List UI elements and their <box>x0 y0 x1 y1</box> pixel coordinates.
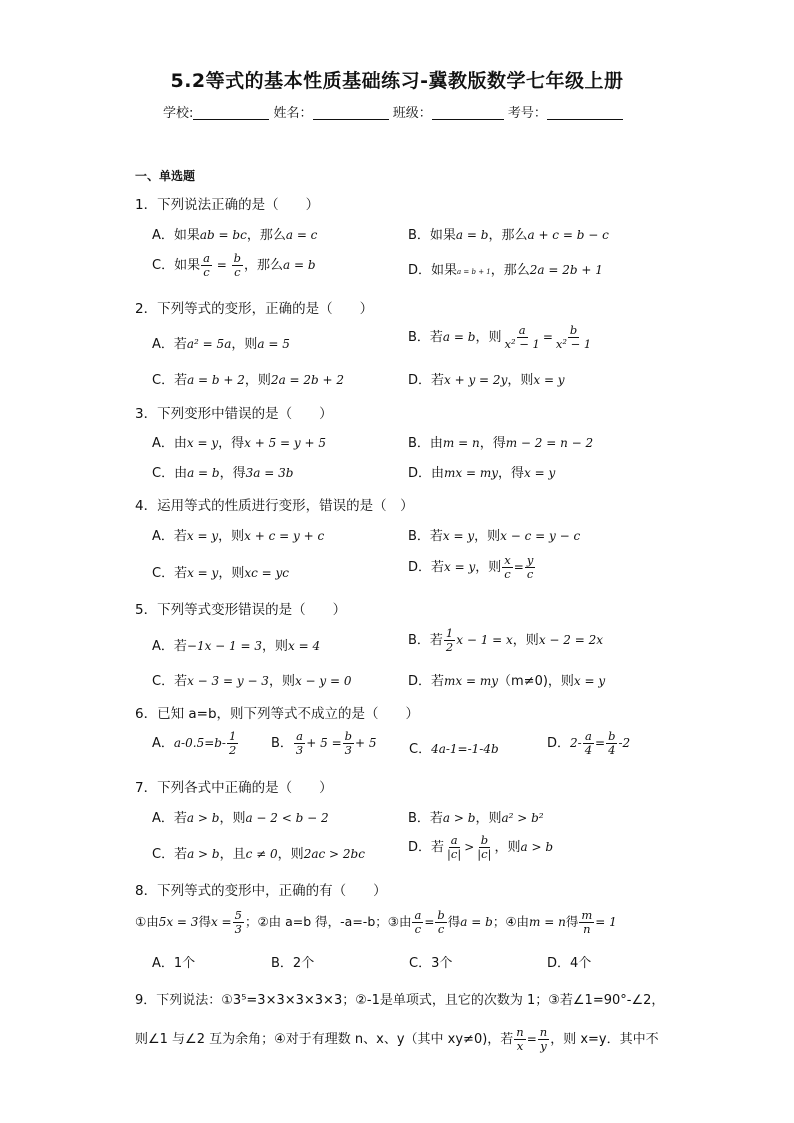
opt-text: C．若 <box>152 566 188 581</box>
denominator: 3 <box>234 922 242 936</box>
q3-option-d[interactable] <box>408 462 555 481</box>
opt-text: B．若 <box>408 633 443 648</box>
opt-text: ，那么 <box>490 263 530 278</box>
q7-option-d[interactable] <box>408 834 553 861</box>
fraction <box>233 909 244 936</box>
q8-statements <box>135 909 617 936</box>
q8-option-b[interactable]: B．2个 <box>271 956 315 971</box>
q1-option-b[interactable] <box>408 224 609 243</box>
numerator: b <box>569 323 578 337</box>
fraction <box>554 324 593 351</box>
fraction <box>583 730 594 757</box>
math: + 5 <box>355 736 377 750</box>
math: a > b <box>186 811 220 825</box>
numerator: a <box>414 908 422 922</box>
opt-text: B．若 <box>408 529 443 544</box>
numerator: 1 <box>229 729 237 743</box>
q8-option-c[interactable]: C．3个 <box>409 956 453 971</box>
q8-option-a[interactable]: A．1个 <box>152 956 196 971</box>
fraction <box>538 1026 549 1053</box>
q7-option-b[interactable] <box>408 807 544 826</box>
math: x = y <box>573 674 606 688</box>
opt-text: ，得 <box>218 436 245 451</box>
fraction <box>435 909 446 936</box>
fraction <box>514 1026 525 1053</box>
fraction <box>232 252 243 279</box>
opt-text: C．若 <box>152 373 188 388</box>
denominator: c <box>234 265 241 279</box>
exam-label: 考号： <box>507 106 547 121</box>
q3-option-a[interactable] <box>152 432 326 451</box>
opt-text: A．由 <box>152 436 187 451</box>
q7-option-c[interactable] <box>152 843 365 862</box>
fraction <box>201 252 212 279</box>
opt-text: ，则 <box>475 330 502 345</box>
denominator: 2 <box>445 640 454 654</box>
numerator: n <box>539 1025 548 1039</box>
class-blank[interactable] <box>432 105 504 120</box>
opt-text: （m≠0)，则 <box>498 674 574 689</box>
math: 2- <box>570 736 582 750</box>
q9-text: ，则 x=y．其中不 <box>550 1032 659 1047</box>
math: 2a = 2b + 2 <box>270 373 345 387</box>
question-1-stem: 1．下列说法正确的是（ ） <box>135 197 320 213</box>
opt-text: B．若 <box>408 330 443 345</box>
opt-text: ，则 <box>507 373 534 388</box>
opt-text: C． <box>409 742 432 757</box>
denominator: c <box>203 265 210 279</box>
fraction <box>502 324 541 351</box>
question-4-stem: 4．运用等式的性质进行变形，错误的是（ ） <box>135 498 414 514</box>
denominator: 4 <box>584 743 593 757</box>
numerator: a <box>203 251 210 265</box>
fraction <box>227 730 238 757</box>
opt-text: ，则 <box>475 811 502 826</box>
section-heading: 一、单选题 <box>135 169 196 183</box>
q1-option-c[interactable] <box>152 252 316 279</box>
denominator: x² − 1 <box>504 337 540 351</box>
question-8-stem: 8．下列等式的变形中，正确的有（ ） <box>135 883 387 899</box>
math: x − 3 = y − 3 <box>187 674 269 688</box>
math: = 1 <box>595 915 617 929</box>
q4-option-d[interactable] <box>408 554 536 581</box>
opt-text: A． <box>152 736 174 751</box>
fraction <box>525 554 536 581</box>
question-9-line-1: 9．下列说法：①3⁵=3×3×3×3×3；②-1是单项式，且它的次数为 1；③若∠1=90°-∠2， <box>135 993 665 1008</box>
opt-text: A．若 <box>152 639 187 654</box>
opt-text: C．由 <box>152 466 188 481</box>
q5-option-b[interactable] <box>408 627 603 654</box>
opt-text: A．若 <box>152 337 187 352</box>
opt-text: ，则 <box>475 560 502 575</box>
denominator: x <box>516 1039 524 1053</box>
q5-option-a[interactable] <box>152 635 320 654</box>
opt-text: ，得 <box>479 436 506 451</box>
opt-text: ，那么 <box>488 228 528 243</box>
opt-text: ，得 <box>219 466 246 481</box>
numerator: m <box>581 908 593 922</box>
opt-text: ，则 <box>277 847 304 862</box>
denominator: 4 <box>608 743 616 757</box>
denominator: y <box>540 1039 547 1053</box>
stmt-text: 得 <box>565 914 579 929</box>
denominator: |c| <box>447 847 462 861</box>
q1-option-a[interactable] <box>152 224 317 243</box>
math: = <box>526 1032 537 1046</box>
math: -2 <box>618 736 631 750</box>
math: = <box>595 736 606 750</box>
q2-option-d[interactable] <box>408 369 565 388</box>
math: a = b + 1 <box>457 268 491 276</box>
q6-option-d[interactable] <box>547 730 630 757</box>
question-2-stem: 2．下列等式的变形，正确的是（ ） <box>135 301 374 317</box>
denominator: c <box>526 567 534 581</box>
q2-option-a[interactable] <box>152 333 290 352</box>
numerator: b <box>344 729 352 743</box>
exam-blank[interactable] <box>547 105 623 120</box>
math: a = b <box>442 330 476 344</box>
math: 3a = 3b <box>245 466 294 480</box>
math: x = <box>210 915 232 929</box>
q6-option-b[interactable] <box>271 730 377 757</box>
opt-text: D． <box>547 736 571 751</box>
math: x = y <box>524 466 556 480</box>
fraction <box>294 730 305 757</box>
math: a + c = b − c <box>527 228 609 242</box>
math: x = y <box>444 560 476 574</box>
school-label: 学校: <box>163 106 194 121</box>
opt-text: D．如果 <box>408 263 458 278</box>
math: a² > b² <box>501 811 544 825</box>
numerator: n <box>516 1025 524 1039</box>
class-label: 班级： <box>392 106 432 121</box>
math: a > b <box>520 840 554 854</box>
question-3-stem: 3．下列变形中错误的是（ ） <box>135 406 333 422</box>
opt-text: D．若 <box>408 560 445 575</box>
q9-text: 则∠1 与∠2 互为余角；④对于有理数 n、x、y（其中 xy≠0)，若 <box>135 1032 514 1047</box>
numerator: b <box>480 833 489 847</box>
math: a = 5 <box>257 337 290 351</box>
q2-option-b[interactable] <box>408 324 594 351</box>
opt-text: ，则 <box>218 529 245 544</box>
numerator: a <box>584 729 592 743</box>
numerator: 1 <box>445 626 454 640</box>
math: c ≠ 0 <box>245 847 278 861</box>
opt-text: D．由 <box>408 466 445 481</box>
q8-option-d[interactable]: D．4个 <box>547 956 592 971</box>
math: > <box>464 840 475 854</box>
math: x + 5 = y + 5 <box>244 436 327 450</box>
opt-text: ，则 <box>512 633 539 648</box>
q5-option-d[interactable] <box>408 670 605 689</box>
fraction <box>606 730 617 757</box>
opt-text: B．如果 <box>408 228 456 243</box>
stmt-text: 得 <box>198 914 211 929</box>
q3-option-b[interactable] <box>408 432 593 451</box>
page-title: 5.2等式的基本性质基础练习-冀教版数学七年级上册 <box>170 70 624 92</box>
q5-option-c[interactable] <box>152 670 352 689</box>
question-9-line-2 <box>135 1026 659 1053</box>
math: = <box>513 560 524 574</box>
opt-text: D．若 <box>408 373 445 388</box>
opt-text: C．若 <box>152 674 188 689</box>
opt-text: ，则 <box>218 566 245 581</box>
math: a = c <box>285 228 318 242</box>
q4-option-a[interactable] <box>152 525 324 544</box>
stmt-text: ；②由 a=b 得，-a=-b；③由 <box>244 914 412 929</box>
q2-option-c[interactable] <box>152 369 344 388</box>
opt-text: C．若 <box>152 847 188 862</box>
numerator: a <box>518 323 526 337</box>
math: ab = bc <box>199 228 247 242</box>
fraction <box>444 627 455 654</box>
name-label: 姓名： <box>273 106 313 121</box>
math: a > b <box>187 847 220 861</box>
math: m = n <box>442 436 480 450</box>
opt-text: A．若 <box>152 811 187 826</box>
math: mx = my <box>444 674 499 688</box>
math: x = y <box>533 373 565 387</box>
q1-option-d[interactable] <box>408 259 603 278</box>
fraction <box>579 909 594 936</box>
math: x − 1 = x <box>456 633 513 647</box>
math: x = y <box>186 436 219 450</box>
opt-text: A．若 <box>152 529 187 544</box>
math: x + c = y + c <box>244 529 325 543</box>
math: x + y = 2y <box>444 373 508 387</box>
opt-text: ，得 <box>498 466 525 481</box>
name-blank[interactable] <box>313 105 389 120</box>
math: m = n <box>529 915 566 929</box>
math: x − 2 = 2x <box>538 633 603 647</box>
opt-text: ，则 <box>494 840 521 855</box>
stmt-text: 得 <box>447 914 461 929</box>
math: x = y <box>187 566 219 580</box>
opt-text: ，则 <box>474 529 501 544</box>
q4-option-b[interactable] <box>408 525 580 544</box>
math: a = b <box>187 466 220 480</box>
opt-text: ，则 <box>219 811 246 826</box>
opt-text: A．如果 <box>152 228 200 243</box>
q6-option-c[interactable] <box>409 738 499 757</box>
denominator: 2 <box>229 743 237 757</box>
opt-text: ，则 <box>262 639 289 654</box>
math: a > b <box>442 811 476 825</box>
denominator: n <box>583 922 591 936</box>
denominator: |c| <box>477 847 492 861</box>
denominator: x² − 1 <box>555 337 592 351</box>
math: x = y <box>186 529 219 543</box>
q4-option-c[interactable] <box>152 562 289 581</box>
opt-text: ，则 <box>244 373 271 388</box>
numerator: y <box>526 553 534 567</box>
opt-text: B． <box>271 736 293 751</box>
math: a² = 5a <box>186 337 232 351</box>
student-info-line <box>163 102 623 121</box>
fraction <box>475 834 493 861</box>
denominator: c <box>437 922 445 936</box>
math: xc = yc <box>244 566 289 580</box>
denominator: c <box>504 567 511 581</box>
opt-text: D．若 <box>408 674 445 689</box>
q3-option-c[interactable] <box>152 462 293 481</box>
opt-text: ，且 <box>219 847 246 862</box>
math: = <box>212 258 231 272</box>
math: x = 4 <box>288 639 321 653</box>
numerator: b <box>608 729 616 743</box>
numerator: a <box>450 833 458 847</box>
opt-text: ，那么 <box>246 228 286 243</box>
school-blank[interactable] <box>193 105 269 120</box>
math: 5x = 3 <box>158 915 199 929</box>
opt-text: C．如果 <box>152 258 201 273</box>
math: −1x − 1 = 3 <box>186 639 262 653</box>
denominator: 3 <box>344 743 352 757</box>
numerator: b <box>233 251 241 265</box>
fraction <box>445 834 463 861</box>
question-6-stem: 6．已知 a=b，则下列等式不成立的是（ ） <box>135 706 420 722</box>
math: 2a = 2b + 1 <box>529 263 603 277</box>
numerator: 5 <box>234 908 242 922</box>
math: = <box>542 330 553 344</box>
math: 4a-1=-1-4b <box>431 742 499 756</box>
math: a = b <box>460 915 493 929</box>
fraction <box>412 909 423 936</box>
stmt-text: ；④由 <box>492 914 530 929</box>
opt-text: B．若 <box>408 811 443 826</box>
numerator: x <box>504 553 511 567</box>
math: a-0.5=b- <box>173 736 226 750</box>
math: + 5 = <box>306 736 342 750</box>
opt-text: B．由 <box>408 436 443 451</box>
fraction <box>502 554 513 581</box>
question-7-stem: 7．下列各式中正确的是（ ） <box>135 780 333 796</box>
denominator: c <box>414 922 422 936</box>
opt-text: ，则 <box>268 674 295 689</box>
math: x − c = y − c <box>500 529 581 543</box>
stmt-text: ①由 <box>135 914 159 929</box>
fraction <box>343 730 354 757</box>
q6-option-a[interactable] <box>152 730 239 757</box>
numerator: a <box>296 729 304 743</box>
math: = <box>424 915 435 929</box>
q7-option-a[interactable] <box>152 807 329 826</box>
math: 2ac > 2bc <box>303 847 365 861</box>
math: x = y <box>442 529 475 543</box>
math: x − y = 0 <box>294 674 352 688</box>
opt-text: ，那么 <box>244 258 284 273</box>
numerator: b <box>437 908 445 922</box>
math: a = b + 2 <box>187 373 245 387</box>
question-5-stem: 5．下列等式变形错误的是（ ） <box>135 602 347 618</box>
denominator: 3 <box>295 743 304 757</box>
opt-text: D．若 <box>408 840 445 855</box>
opt-text: ，则 <box>231 337 258 352</box>
math: m − 2 = n − 2 <box>505 436 594 450</box>
math: a = b <box>455 228 489 242</box>
math: a = b <box>283 258 316 272</box>
math: a − 2 < b − 2 <box>245 811 329 825</box>
math: mx = my <box>444 466 499 480</box>
